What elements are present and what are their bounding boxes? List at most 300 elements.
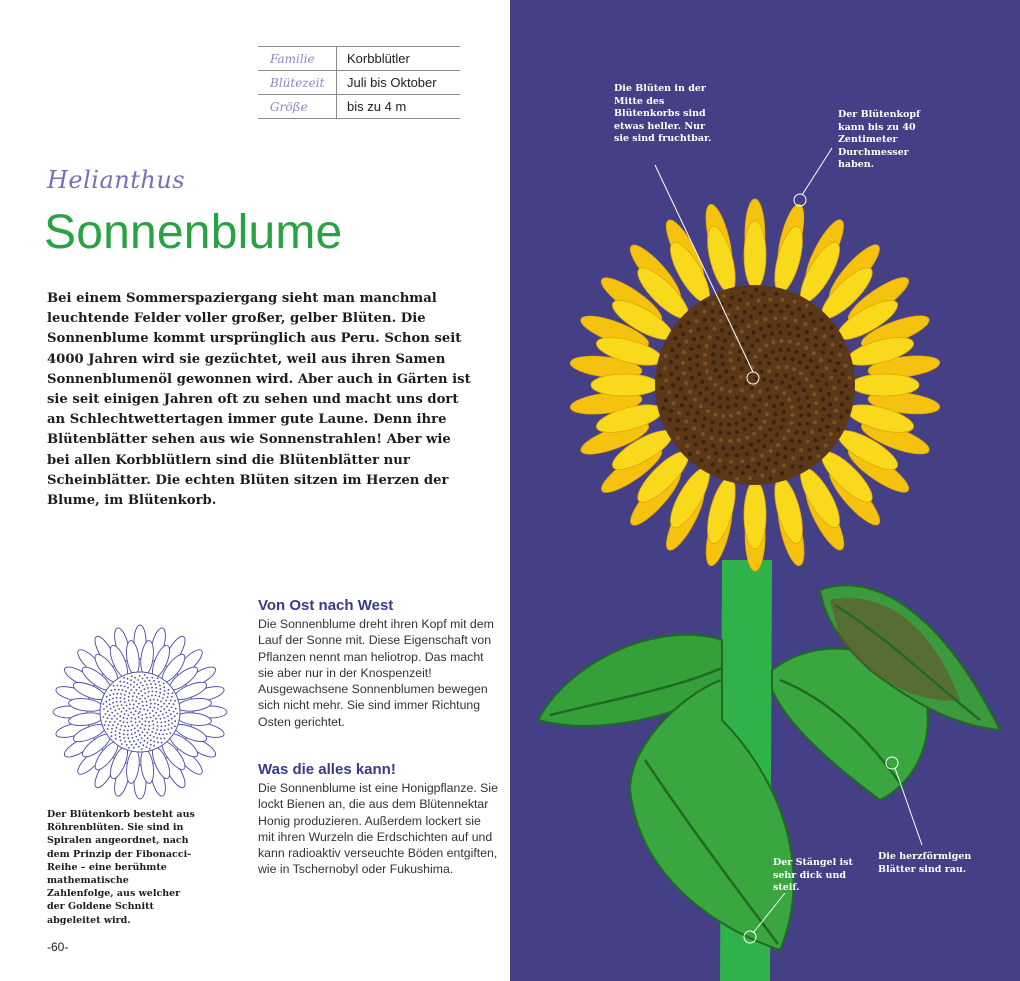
sketch-floret <box>133 714 135 716</box>
sketch-floret <box>108 725 110 727</box>
sketch-floret <box>142 731 144 733</box>
disk-floret <box>768 427 772 431</box>
sketch-floret <box>143 709 145 711</box>
sketch-floret <box>150 703 152 705</box>
disk-floret <box>694 311 698 315</box>
disk-floret <box>746 465 750 469</box>
disk-floret <box>743 397 747 401</box>
disk-floret <box>783 455 787 459</box>
disk-floret <box>810 430 814 434</box>
sketch-floret <box>111 718 113 720</box>
sketch-floret <box>167 715 169 717</box>
sketch-floret <box>120 685 122 687</box>
disk-floret <box>767 324 771 328</box>
sketch-floret <box>116 693 118 695</box>
sketch-floret <box>133 686 135 688</box>
disk-floret <box>807 448 811 452</box>
disk-floret <box>820 318 824 322</box>
disk-floret <box>747 324 751 328</box>
sketch-floret <box>146 705 148 707</box>
disk-floret <box>721 362 725 366</box>
sketch-floret <box>123 730 125 732</box>
sketch-floret <box>119 715 121 717</box>
disk-floret <box>760 473 764 477</box>
sketch-floret <box>142 678 144 680</box>
sketch-floret <box>140 742 142 744</box>
disk-floret <box>770 332 774 336</box>
disk-floret <box>724 380 728 384</box>
sketch-floret <box>103 716 105 718</box>
disk-floret <box>735 421 739 425</box>
sketch-floret <box>157 741 159 743</box>
sketch-floret <box>138 746 140 748</box>
disk-floret <box>783 356 787 360</box>
disk-floret <box>805 439 809 443</box>
disk-floret <box>802 431 806 435</box>
sketch-floret <box>124 713 126 715</box>
disk-floret <box>772 469 776 473</box>
disk-floret <box>802 388 806 392</box>
disk-floret <box>805 338 809 342</box>
disk-floret <box>695 411 699 415</box>
sketch-floret <box>123 733 125 735</box>
disk-floret <box>718 396 722 400</box>
sketch-floret <box>144 674 146 676</box>
sketch-floret <box>151 731 153 733</box>
facts-value: Korbblütler <box>337 47 461 71</box>
sketch-floret <box>176 713 178 715</box>
sketch-floret <box>144 692 146 694</box>
disk-floret <box>732 367 736 371</box>
sketch-floret <box>164 738 166 740</box>
disk-floret <box>748 476 752 480</box>
petal <box>744 481 766 549</box>
disk-floret <box>781 418 785 422</box>
disk-floret <box>750 386 754 390</box>
sketch-floret <box>137 725 139 727</box>
sketch-floret <box>138 703 140 705</box>
disk-floret <box>791 357 795 361</box>
sketch-floret <box>153 736 155 738</box>
disk-floret <box>775 357 779 361</box>
page-number: -60- <box>47 940 69 954</box>
disk-floret <box>694 443 698 447</box>
sketch-floret <box>139 675 141 677</box>
disk-floret <box>787 429 791 433</box>
sketch-floret <box>146 717 148 719</box>
annotation-leaves: Die herzförmigen Blätter sind rau. <box>878 851 972 875</box>
disk-floret <box>792 367 796 371</box>
sketch-floret <box>111 690 113 692</box>
sketch-floret <box>127 687 129 689</box>
disk-floret <box>830 351 834 355</box>
sketch-floret <box>168 689 170 691</box>
disk-floret <box>675 427 679 431</box>
sketch-floret <box>119 681 121 683</box>
disk-floret <box>774 303 778 307</box>
sketch-floret <box>141 723 143 725</box>
disk-floret <box>776 365 780 369</box>
sketch-floret <box>153 699 155 701</box>
sketch-floret <box>154 707 156 709</box>
sketch-floret <box>165 700 167 702</box>
disk-floret <box>828 403 832 407</box>
sketch-floret <box>116 718 118 720</box>
sketch-floret <box>116 701 118 703</box>
disk-floret <box>705 387 709 391</box>
disk-floret <box>821 418 825 422</box>
sketch-floret <box>152 710 154 712</box>
disk-floret <box>782 436 786 440</box>
disk-floret <box>726 397 730 401</box>
sketch-floret <box>111 728 113 730</box>
disk-floret <box>671 383 675 387</box>
sketch-floret <box>150 683 152 685</box>
sketch-floret <box>129 703 131 705</box>
disk-floret <box>678 324 682 328</box>
disk-floret <box>728 304 732 308</box>
sketch-floret <box>152 691 154 693</box>
disk-floret <box>731 376 735 380</box>
disk-floret <box>690 376 694 380</box>
sketch-floret <box>112 698 114 700</box>
disk-floret <box>770 379 774 383</box>
sketch-floret <box>174 720 176 722</box>
sketch-floret <box>151 695 153 697</box>
disk-floret <box>762 377 766 381</box>
disk-floret <box>802 353 806 357</box>
sketch-floret <box>130 679 132 681</box>
disk-floret <box>793 319 797 323</box>
sketch-floret <box>146 701 148 703</box>
disk-floret <box>815 379 819 383</box>
sunflower-illustration <box>510 0 1020 981</box>
disk-floret <box>762 444 766 448</box>
sketch-floret <box>126 718 128 720</box>
disk-floret <box>797 398 801 402</box>
disk-floret <box>735 466 739 470</box>
sketch-floret <box>135 700 137 702</box>
disk-floret <box>798 440 802 444</box>
disk-floret <box>738 349 742 353</box>
disk-floret <box>791 448 795 452</box>
disk-floret <box>744 406 748 410</box>
disk-floret <box>833 369 837 373</box>
disk-floret <box>722 294 726 298</box>
disk-floret <box>708 335 712 339</box>
sketch-floret <box>174 700 176 702</box>
sketch-floret <box>140 682 142 684</box>
disk-floret <box>773 316 777 320</box>
sketch-floret <box>128 696 130 698</box>
disk-floret <box>741 319 745 323</box>
sketch-floret <box>147 709 149 711</box>
disk-floret <box>703 353 707 357</box>
sketch-floret <box>109 699 111 701</box>
disk-floret <box>721 347 725 351</box>
sketch-floret <box>161 722 163 724</box>
disk-floret <box>774 461 778 465</box>
disk-floret <box>776 443 780 447</box>
disk-floret <box>769 310 773 314</box>
disk-floret <box>706 409 710 413</box>
disk-floret <box>807 404 811 408</box>
sketch-floret <box>119 732 121 734</box>
sketch-floret <box>140 727 142 729</box>
disk-floret <box>685 444 689 448</box>
sketch-floret <box>146 677 148 679</box>
disk-floret <box>745 336 749 340</box>
sketch-floret <box>133 747 135 749</box>
disk-floret <box>682 350 686 354</box>
sketch-floret <box>162 713 164 715</box>
sketch-floret <box>171 707 173 709</box>
disk-floret <box>831 334 835 338</box>
sketch-floret <box>139 734 141 736</box>
disk-floret <box>763 434 767 438</box>
disk-floret <box>728 439 732 443</box>
sketch-floret <box>116 727 118 729</box>
disk-floret <box>815 411 819 415</box>
sketch-floret <box>128 714 130 716</box>
disk-floret <box>764 403 768 407</box>
disk-floret <box>675 355 679 359</box>
disk-floret <box>749 423 753 427</box>
sketch-floret <box>124 726 126 728</box>
sketch-floret <box>152 720 154 722</box>
sketch-floret <box>126 705 128 707</box>
sketch-floret <box>168 703 170 705</box>
sketch-floret <box>103 703 105 705</box>
disk-floret <box>786 324 790 328</box>
disk-floret <box>697 345 701 349</box>
disk-floret <box>688 367 692 371</box>
sketch-floret <box>159 692 161 694</box>
sketch-floret <box>141 748 143 750</box>
disk-floret <box>767 395 771 399</box>
sketch-floret <box>131 733 133 735</box>
disk-floret <box>767 369 771 373</box>
disk-floret <box>838 353 842 357</box>
sketch-floret <box>127 730 129 732</box>
disk-floret <box>831 343 835 347</box>
disk-floret <box>776 453 780 457</box>
sketch-floret <box>146 746 148 748</box>
disk-floret <box>740 330 744 334</box>
disk-floret <box>729 359 733 363</box>
disk-floret <box>809 384 813 388</box>
disk-floret <box>743 310 747 314</box>
disk-floret <box>799 371 803 375</box>
disk-floret <box>788 340 792 344</box>
sketch-floret <box>157 677 159 679</box>
disk-floret <box>695 354 699 358</box>
disk-floret <box>712 361 716 365</box>
disk-floret <box>713 383 717 387</box>
disk-floret <box>808 456 812 460</box>
sketch-floret <box>111 732 113 734</box>
disk-floret <box>769 449 773 453</box>
sketch-floret <box>171 722 173 724</box>
disk-floret <box>821 351 825 355</box>
facts-value: bis zu 4 m <box>337 95 461 119</box>
disk-floret <box>796 342 800 346</box>
sketch-floret <box>120 693 122 695</box>
disk-floret <box>779 339 783 343</box>
disk-floret <box>689 329 693 333</box>
sketch-floret <box>144 680 146 682</box>
sketch-floret <box>131 717 133 719</box>
disk-floret <box>669 372 673 376</box>
disk-floret <box>815 446 819 450</box>
disk-floret <box>797 307 801 311</box>
disk-floret <box>664 354 668 358</box>
disk-floret <box>752 331 756 335</box>
disk-floret <box>675 366 679 370</box>
sketch-floret <box>134 677 136 679</box>
disk-floret <box>658 374 662 378</box>
sketch-floret <box>167 693 169 695</box>
disk-floret <box>827 392 831 396</box>
disk-floret <box>786 348 790 352</box>
disk-floret <box>733 325 737 329</box>
sketch-floret <box>162 734 164 736</box>
disk-floret <box>740 388 744 392</box>
disk-floret <box>748 412 752 416</box>
annotation-head: Der Blütenkopf kann bis zu 40 Zentimeter Durchmesser haben. <box>838 109 921 170</box>
sketch-floret <box>136 706 138 708</box>
sketch-floret <box>136 689 138 691</box>
disk-floret <box>812 351 816 355</box>
sketch-floret <box>155 733 157 735</box>
disk-floret <box>774 292 778 296</box>
sketch-floret <box>114 715 116 717</box>
sketch-floret <box>141 701 143 703</box>
disk-floret <box>697 372 701 376</box>
sketch-floret <box>115 730 117 732</box>
disk-floret <box>675 394 679 398</box>
disk-floret <box>751 457 755 461</box>
sketch-floret <box>106 696 108 698</box>
sketch-floret <box>159 733 161 735</box>
disk-floret <box>783 317 787 321</box>
disk-floret <box>775 373 779 377</box>
disk-floret <box>824 443 828 447</box>
sketch-floret <box>107 710 109 712</box>
disk-floret <box>805 396 809 400</box>
disk-floret <box>753 355 757 359</box>
sketch-floret <box>135 736 137 738</box>
sketch-floret <box>158 681 160 683</box>
disk-floret <box>727 423 731 427</box>
disk-floret <box>793 300 797 304</box>
disk-floret <box>731 343 735 347</box>
disk-floret <box>729 351 733 355</box>
disk-floret <box>707 455 711 459</box>
sketch-floret <box>134 732 136 734</box>
disk-floret <box>684 340 688 344</box>
disk-floret <box>699 404 703 408</box>
sketch-floret <box>154 703 156 705</box>
sketch-floret <box>148 691 150 693</box>
disk-floret <box>814 344 818 348</box>
disk-floret <box>801 314 805 318</box>
disk-floret <box>684 427 688 431</box>
sketch-floret <box>158 715 160 717</box>
disk-floret <box>821 397 825 401</box>
sketch-floret <box>156 737 158 739</box>
sketch-floret <box>144 720 146 722</box>
disk-floret <box>728 331 732 335</box>
sketch-floret <box>114 710 116 712</box>
illustration-panel <box>510 0 1020 981</box>
disk-floret <box>729 471 733 475</box>
sketch-floret <box>161 742 163 744</box>
sketch-floret <box>109 714 111 716</box>
sketch-floret <box>155 687 157 689</box>
disk-floret <box>812 320 816 324</box>
disk-floret <box>745 452 749 456</box>
sketch-floret <box>116 685 118 687</box>
sketch-floret <box>167 696 169 698</box>
disk-floret <box>762 292 766 296</box>
sketch-floret <box>139 721 141 723</box>
sketch-floret <box>163 708 165 710</box>
disk-floret <box>727 312 731 316</box>
disk-floret <box>780 381 784 385</box>
sketch-floret <box>112 724 114 726</box>
disk-floret <box>788 332 792 336</box>
disk-floret <box>695 363 699 367</box>
sketch-floret <box>149 748 151 750</box>
sketch-floret <box>149 712 151 714</box>
sketch-floret <box>119 720 121 722</box>
disk-floret <box>794 350 798 354</box>
disk-floret <box>681 361 685 365</box>
disk-floret <box>758 409 762 413</box>
disk-floret <box>786 304 790 308</box>
sketch-floret <box>158 696 160 698</box>
disk-floret <box>813 392 817 396</box>
disk-floret <box>702 440 706 444</box>
disk-floret <box>745 436 749 440</box>
disk-floret <box>764 354 768 358</box>
disk-floret <box>805 365 809 369</box>
sketch-floret <box>147 737 149 739</box>
sketch-floret <box>133 681 135 683</box>
disk-floret <box>693 398 697 402</box>
disk-floret <box>711 420 715 424</box>
sketch-floret <box>113 706 115 708</box>
facts-key: Größe <box>258 95 337 119</box>
disk-floret <box>754 376 758 380</box>
disk-floret <box>822 407 826 411</box>
disk-floret <box>759 370 763 374</box>
sketch-floret <box>136 696 138 698</box>
disk-floret <box>750 394 754 398</box>
disk-floret <box>705 326 709 330</box>
sketch-floret <box>148 729 150 731</box>
sketch-floret <box>159 685 161 687</box>
disk-floret <box>718 375 722 379</box>
disk-floret <box>790 405 794 409</box>
disk-floret <box>692 427 696 431</box>
disk-floret <box>829 376 833 380</box>
disk-floret <box>726 405 730 409</box>
sketch-floret <box>137 679 139 681</box>
disk-floret <box>681 332 685 336</box>
disk-floret <box>710 436 714 440</box>
